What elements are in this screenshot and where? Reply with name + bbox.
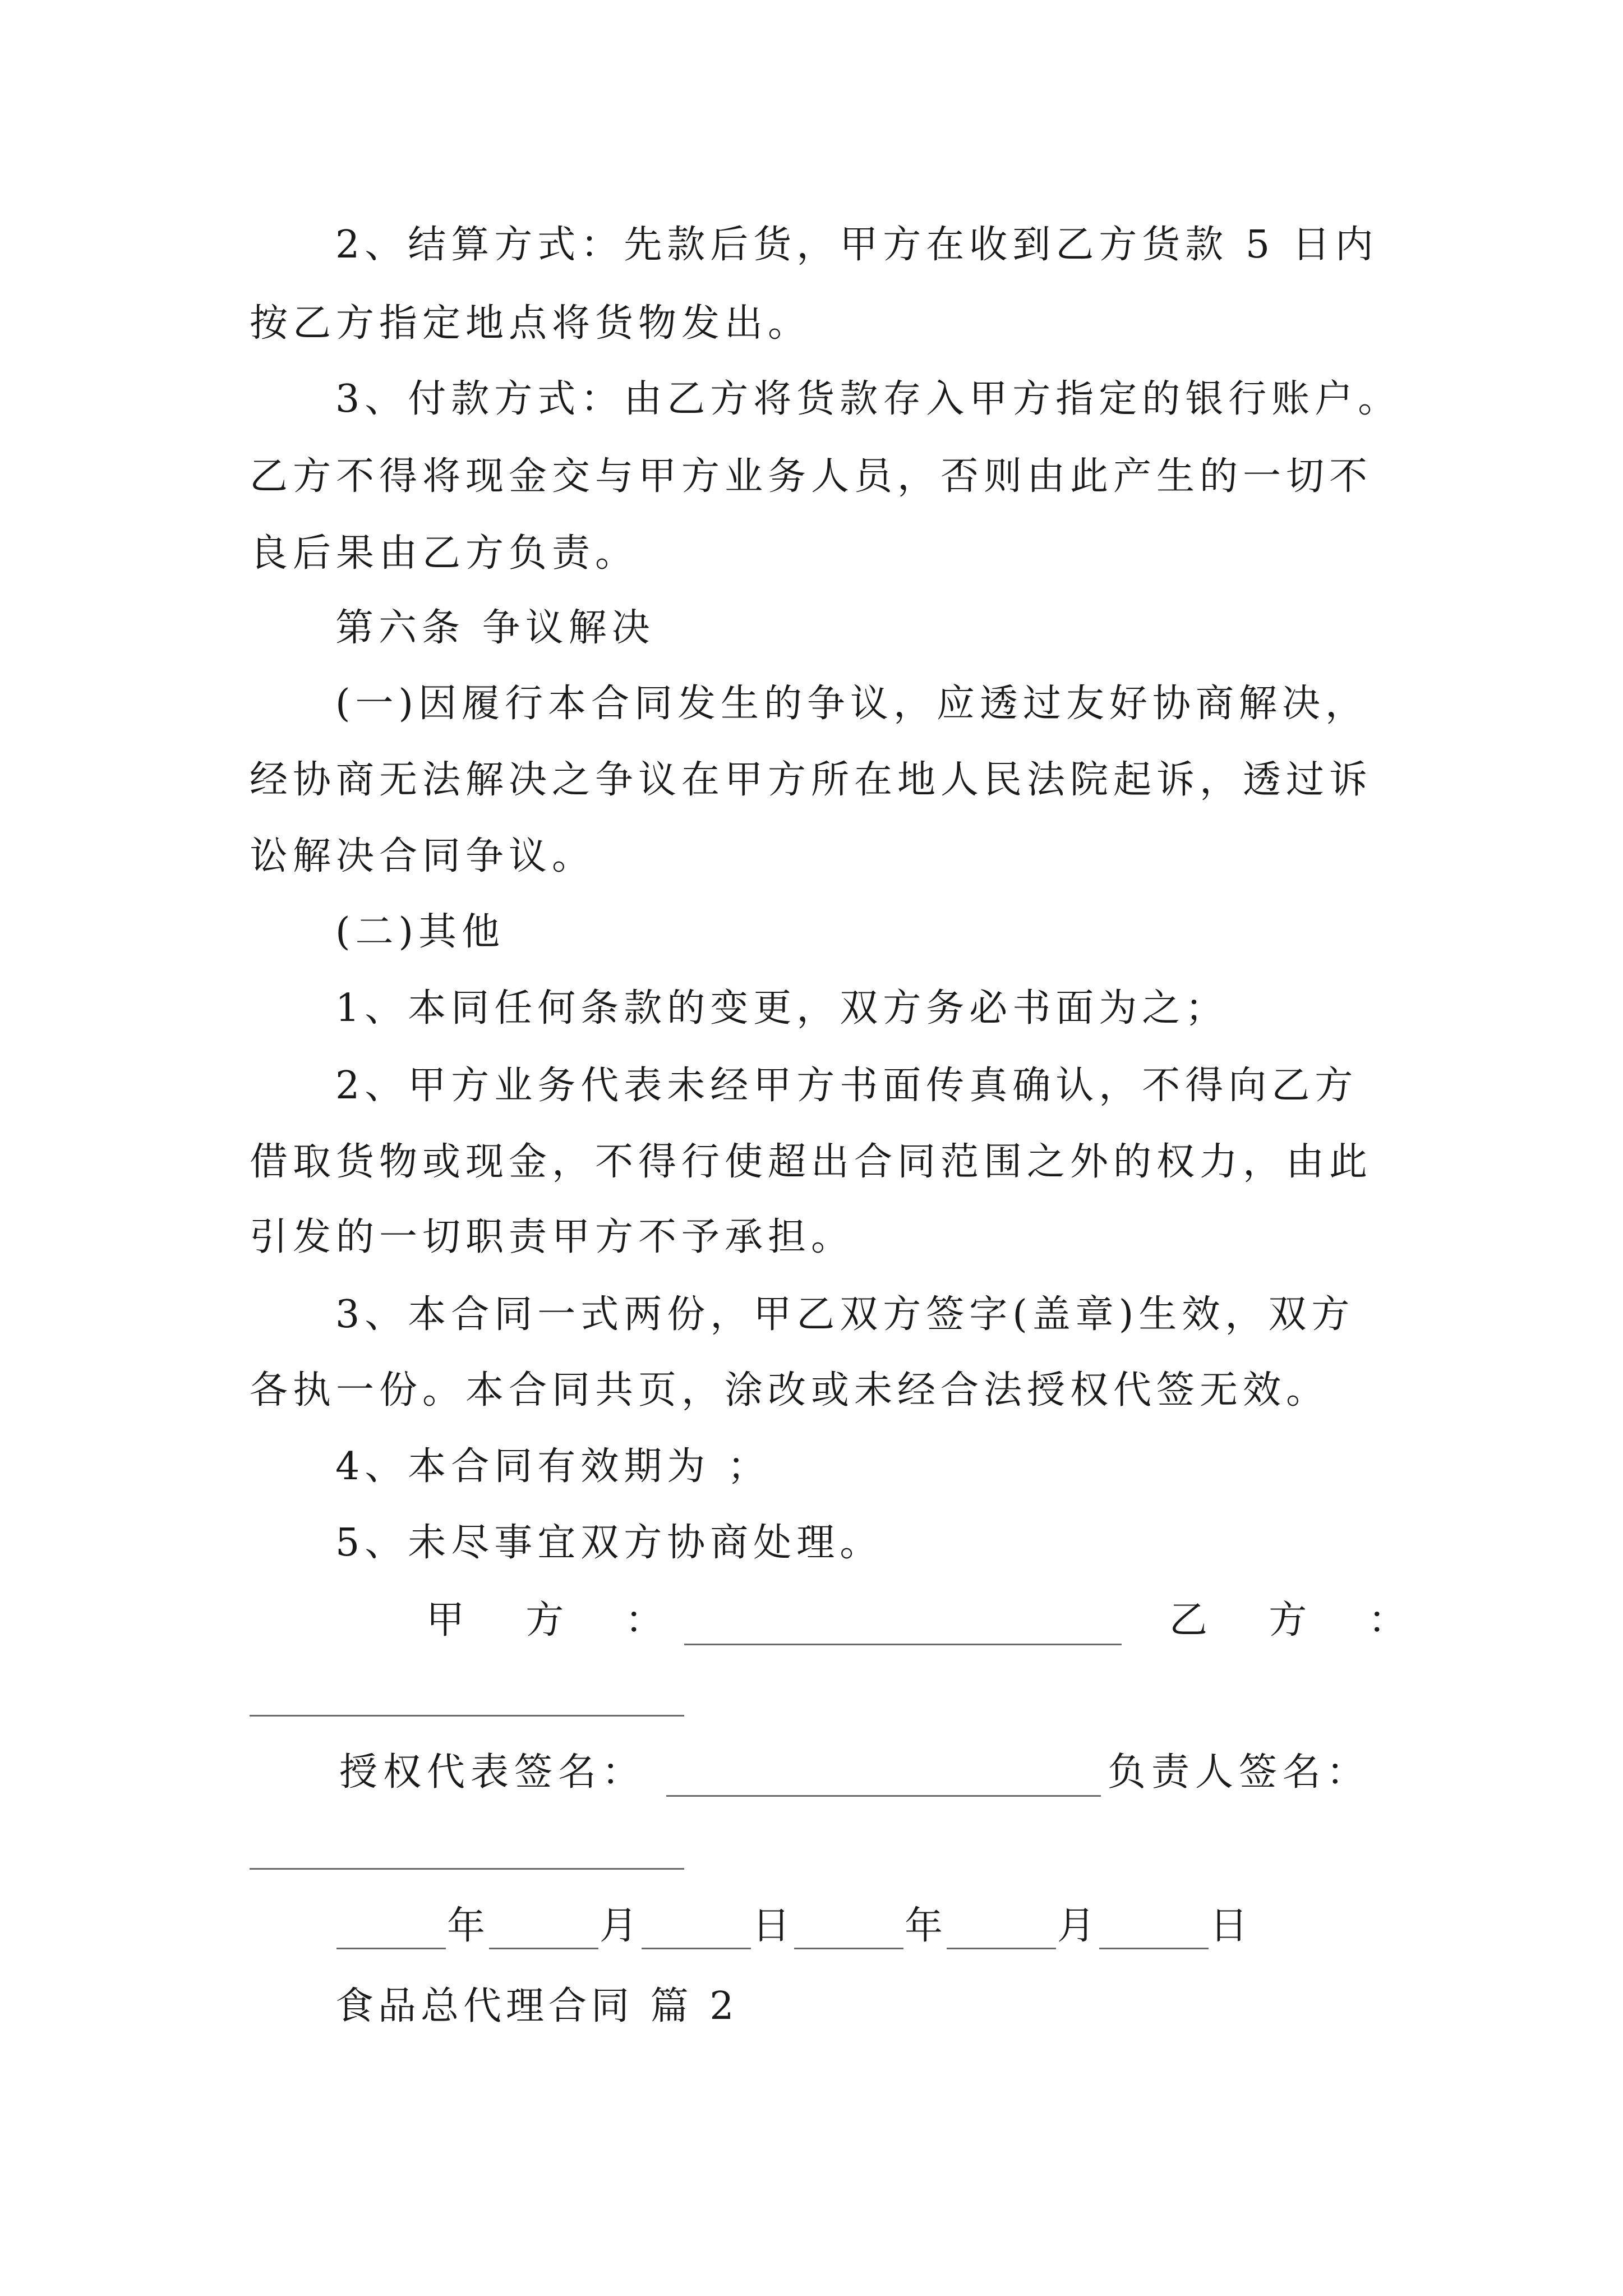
responsible-person-label: 负责人签名：	[1108, 1750, 1371, 1795]
paragraph-other-3: 3、本合同一式两份，甲乙双方签字(盖章)生效，双方	[335, 1292, 1355, 1337]
paragraph-settlement-method: 2、结算方式：先款后货，甲方在收到乙方货款 5 日内	[335, 223, 1378, 267]
responsible-person-signature-line	[250, 1868, 684, 1870]
paragraph-other-2-cont-1: 借取货物或现金，不得行使超出合同范围之外的权力，由此	[250, 1140, 1373, 1184]
date-unit-month-b: 月	[1057, 1904, 1096, 1948]
date-blank-day-b	[1099, 1948, 1209, 1949]
date-blank-day-a	[642, 1948, 751, 1949]
paragraph-other-2-cont-2: 引发的一切职责甲方不予承担。	[250, 1215, 855, 1259]
party-a-signature-line	[684, 1644, 1122, 1645]
authorized-rep-label: 授权代表签名：	[339, 1750, 646, 1795]
date-blank-month-b	[947, 1948, 1056, 1949]
authorized-rep-signature-line	[666, 1795, 1101, 1797]
date-blank-year-b	[794, 1948, 903, 1949]
paragraph-other-2: 2、甲方业务代表未经甲方书面传真确认，不得向乙方	[335, 1064, 1358, 1108]
date-unit-year-a: 年	[447, 1904, 486, 1948]
date-unit-day-a: 日	[752, 1904, 791, 1948]
date-blank-month-a	[489, 1948, 598, 1949]
paragraph-settlement-method-cont: 按乙方指定地点将货物发出。	[250, 301, 811, 346]
paragraph-other-3-cont: 各执一份。本合同共页，涂改或未经合法授权代签无效。	[250, 1368, 1330, 1412]
paragraph-other-5: 5、未尽事宜双方协商处理。	[335, 1521, 883, 1565]
paragraph-dispute-1-cont-1: 经协商无法解决之争议在甲方所在地人民法院起诉，透过诉	[250, 758, 1373, 802]
paragraph-dispute-1-cont-2: 讼解决合同争议。	[250, 834, 596, 878]
paragraph-other-4: 4、本合同有效期为 ；	[335, 1444, 771, 1489]
paragraph-payment-method-cont-1: 乙方不得将现金交与甲方业务人员，否则由此产生的一切不	[250, 454, 1373, 499]
paragraph-payment-method-cont-2: 良后果由乙方负责。	[250, 531, 639, 576]
party-b-signature-line	[250, 1715, 684, 1717]
paragraph-payment-method: 3、付款方式：由乙方将货款存入甲方指定的银行账户。	[335, 377, 1401, 421]
date-unit-month-a: 月	[600, 1904, 638, 1948]
party-a-label: 甲 方 ：	[426, 1598, 676, 1642]
paragraph-dispute-1: (一)因履行本合同发生的争议，应透过友好协商解决，	[335, 682, 1369, 726]
date-unit-day-b: 日	[1210, 1904, 1248, 1948]
date-unit-year-b: 年	[905, 1904, 943, 1948]
next-contract-title: 食品总代理合同 篇 2	[335, 1984, 739, 2028]
section-heading-dispute: 第六条 争议解决	[335, 606, 655, 650]
date-blank-year-a	[336, 1948, 446, 1949]
party-b-label: 乙 方 ：	[1169, 1598, 1419, 1642]
paragraph-other-1: 1、本同任何条款的变更，双方务必书面为之；	[335, 986, 1229, 1030]
subsection-heading-other: (二)其他	[335, 910, 505, 954]
